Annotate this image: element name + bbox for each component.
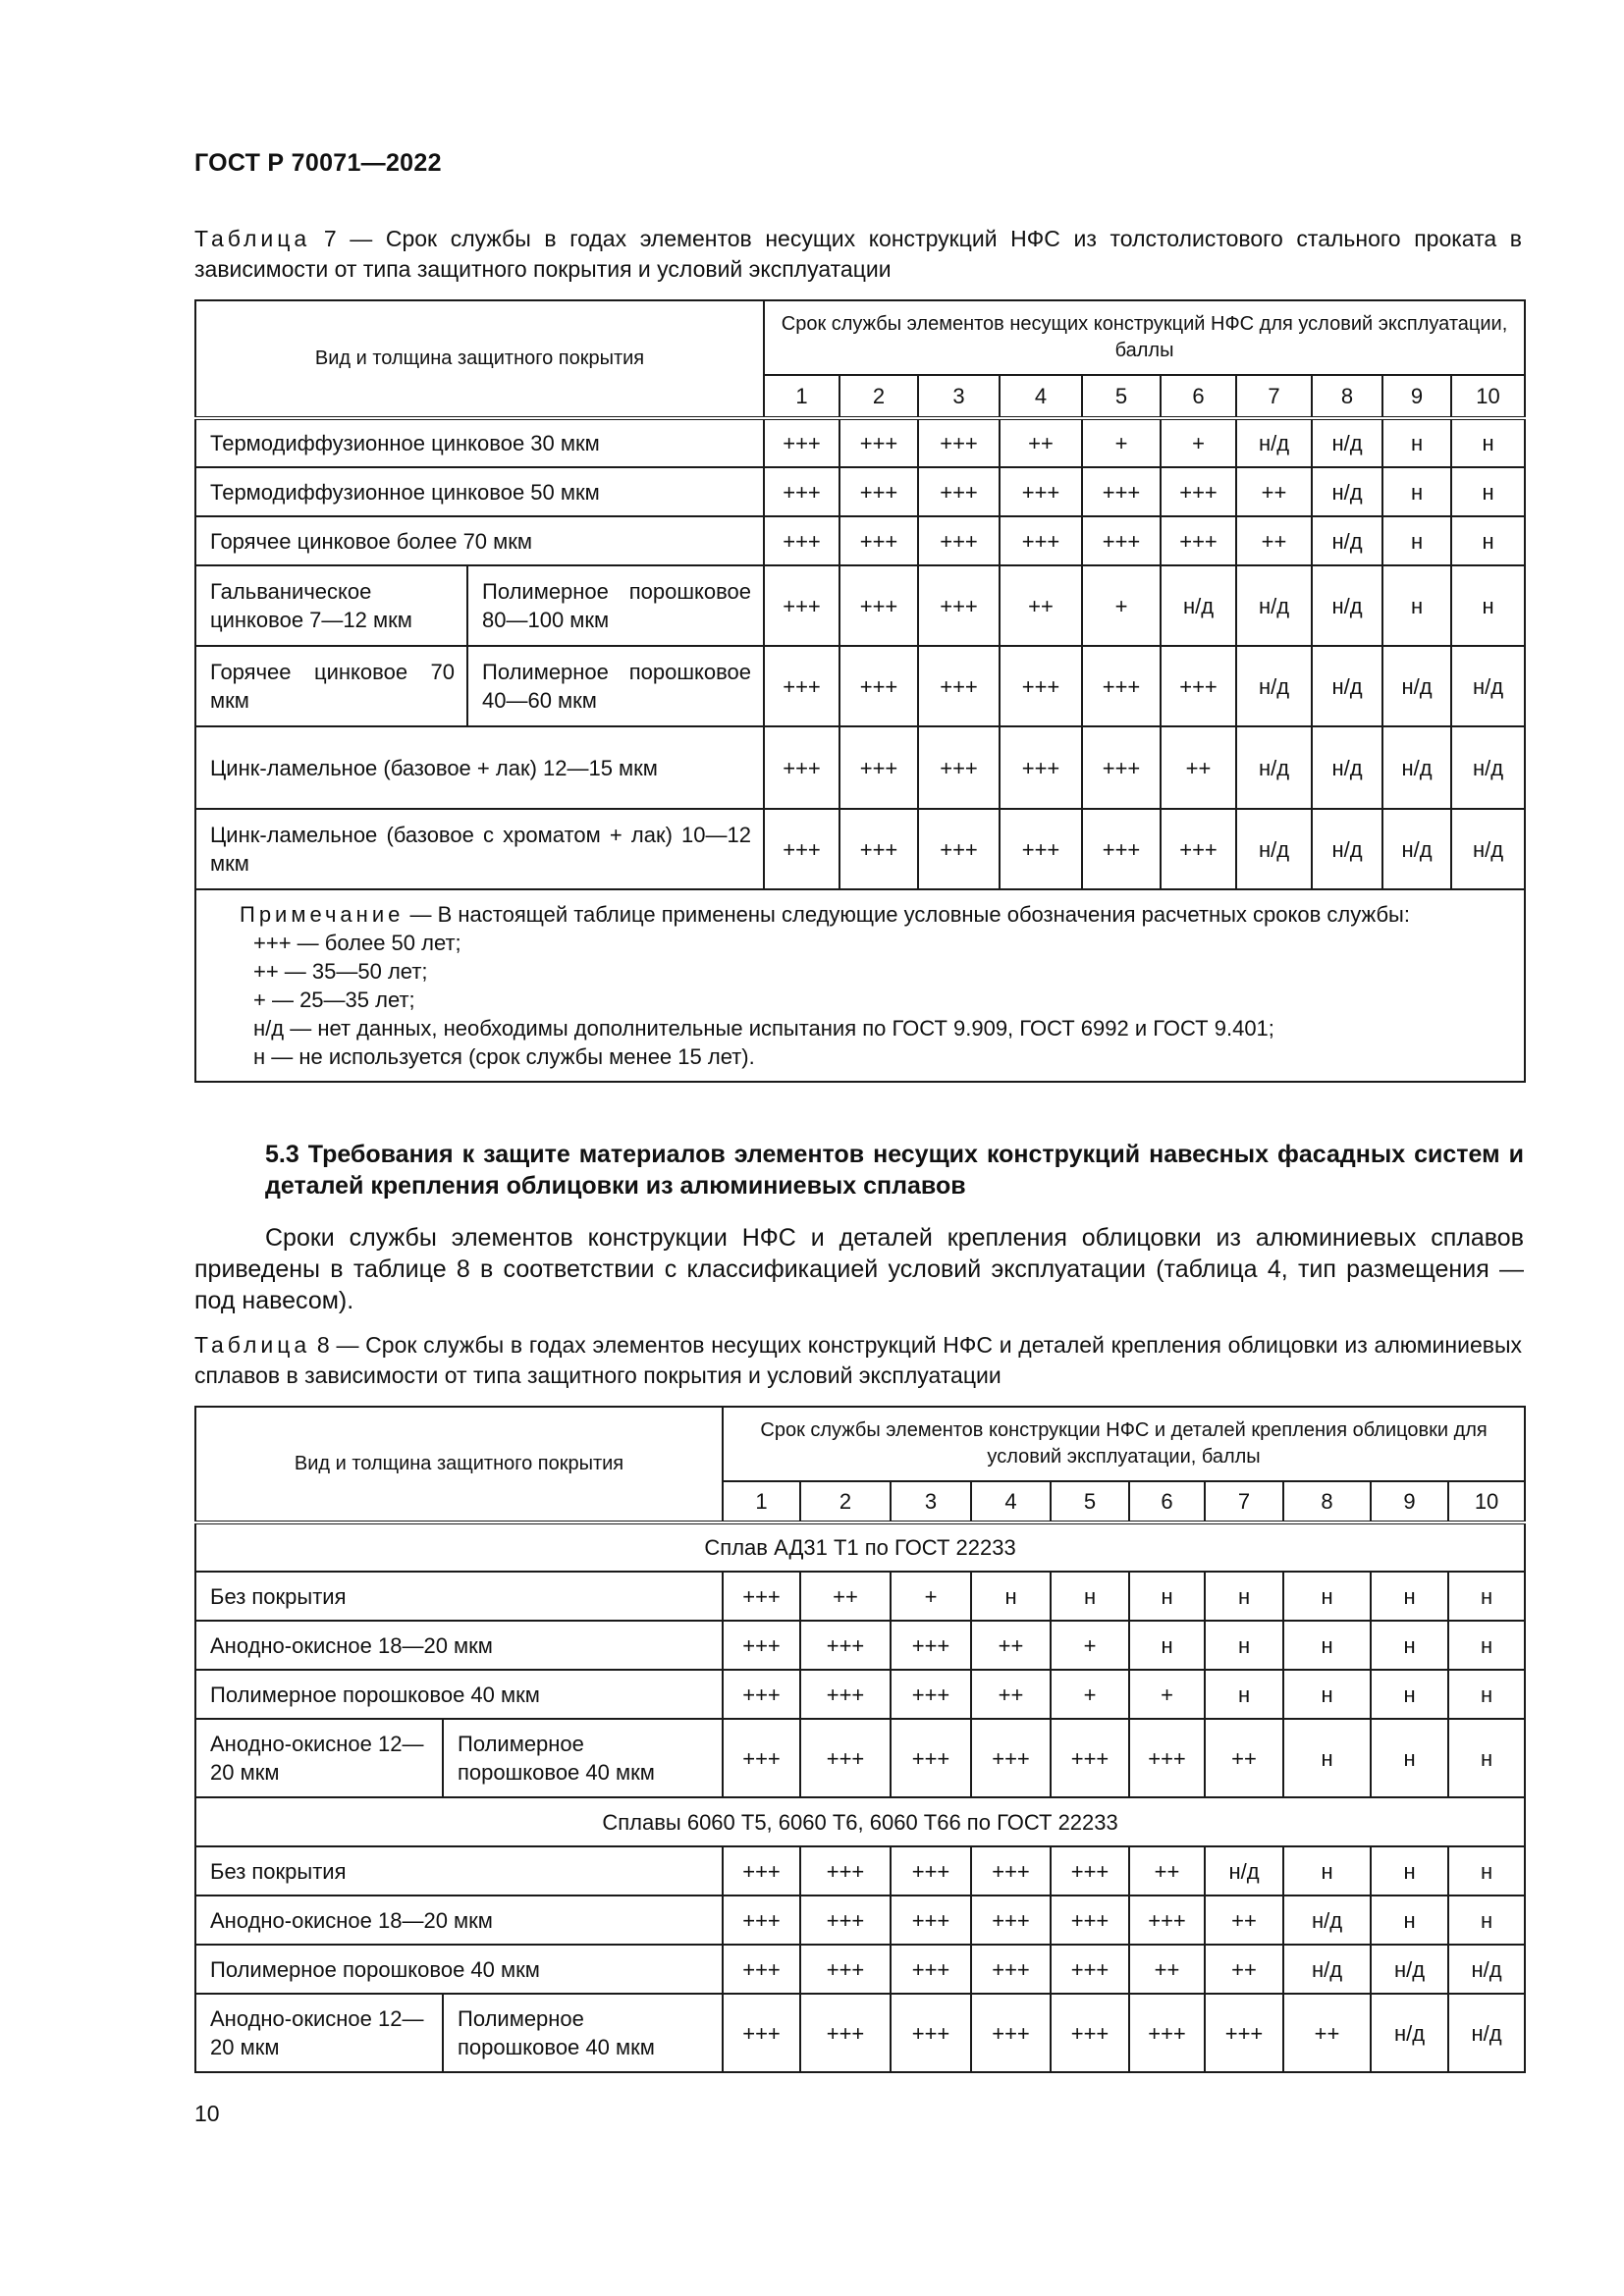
column-number: 3: [891, 1481, 971, 1522]
table-cell: +++: [891, 1621, 971, 1670]
table-cell: н/д: [1236, 418, 1312, 467]
table-cell: н: [1448, 1572, 1525, 1621]
column-number: 8: [1312, 375, 1382, 418]
document-code-header: ГОСТ Р 70071—2022: [194, 149, 442, 177]
table-row: [195, 1896, 1525, 1945]
table-cell: +++: [971, 1719, 1051, 1797]
note-intro-text: — В настоящей таблице применены следующие условные обозначения расчетных сроков службы:: [409, 902, 1410, 927]
table-cell: +: [891, 1572, 971, 1621]
table-cell: +++: [918, 646, 1000, 726]
section-heading: 5.3 Требования к защите материалов элементов несущих конструкций навесных фасадных систем и деталей крепления облицовки из алюминиевых сплавов: [265, 1141, 1524, 1200]
table7-note: [195, 889, 1525, 1082]
note-item: + — 25—35 лет;: [253, 988, 415, 1012]
table-cell: +++: [800, 1896, 891, 1945]
table-cell: +++: [918, 418, 1000, 467]
table-cell: +++: [1161, 809, 1236, 889]
table-cell: +++: [800, 1719, 891, 1797]
table-cell: +++: [1129, 1896, 1205, 1945]
page-number: 10: [194, 2101, 220, 2126]
table-row: [195, 1572, 1525, 1621]
table-cell: н/д: [1283, 1896, 1371, 1945]
table-cell: +++: [1051, 1945, 1129, 1994]
table-cell: +: [1082, 565, 1161, 646]
table-cell: н/д: [1448, 1994, 1525, 2072]
table-cell: н/д: [1451, 646, 1525, 726]
table8-group-row: [195, 1522, 1525, 1572]
table-cell: ++: [1129, 1846, 1205, 1896]
table-cell: н: [1051, 1572, 1129, 1621]
table-cell: +++: [1000, 646, 1082, 726]
table-cell: +++: [723, 1621, 800, 1670]
table-cell: ++: [800, 1572, 891, 1621]
table-cell: н/д: [1161, 565, 1236, 646]
table7-caption: [194, 224, 1522, 285]
table-cell: +++: [723, 1572, 800, 1621]
table-cell: +++: [918, 516, 1000, 565]
column-number: 5: [1082, 375, 1161, 418]
table-cell: н/д: [1382, 646, 1451, 726]
table-cell: +++: [1051, 1994, 1129, 2072]
table-row: [195, 726, 1525, 809]
table-cell: н: [1205, 1621, 1283, 1670]
note-item: н — не используется (срок службы менее 15 лет).: [253, 1044, 755, 1069]
table-cell: +++: [764, 809, 839, 889]
row-label: Без покрытия: [195, 1846, 723, 1896]
table-cell: н/д: [1283, 1945, 1371, 1994]
table-cell: н: [1283, 1621, 1371, 1670]
table-row: [195, 467, 1525, 516]
table-cell: +++: [723, 1896, 800, 1945]
table-cell: н: [1371, 1846, 1448, 1896]
table-cell: +++: [800, 1621, 891, 1670]
table-cell: ++: [971, 1621, 1051, 1670]
column-number: 9: [1371, 1481, 1448, 1522]
table-cell: н/д: [1312, 726, 1382, 809]
table-cell: н: [1371, 1719, 1448, 1797]
column-number: 6: [1129, 1481, 1205, 1522]
table-cell: н: [1382, 467, 1451, 516]
row-label: Полимерное порошковое 40 мкм: [195, 1670, 723, 1719]
table-cell: +++: [891, 1719, 971, 1797]
alloy-group-title: Сплав АД31 Т1 по ГОСТ 22233: [195, 1522, 1525, 1572]
table-cell: +++: [971, 1994, 1051, 2072]
column-number: 9: [1382, 375, 1451, 418]
section-paragraph: Сроки службы элементов конструкции НФС и деталей крепления облицовки из алюминиевых сплавов приведены в таблице 8 в соответствии с классификацией условий эксплуатации (таблица 4, тип размещения — под навесом).: [194, 1224, 1524, 1314]
table-cell: ++: [1000, 565, 1082, 646]
table-cell: +++: [723, 1945, 800, 1994]
table-cell: н/д: [1312, 467, 1382, 516]
table-cell: +++: [800, 1945, 891, 1994]
table-row: [195, 1846, 1525, 1896]
column-number: 8: [1283, 1481, 1371, 1522]
table-cell: н: [1451, 418, 1525, 467]
table7-caption-label: Таблица: [194, 226, 311, 251]
table-cell: +++: [1129, 1719, 1205, 1797]
alloy-group-title: Сплавы 6060 Т5, 6060 Т6, 6060 Т66 по ГОСТ 22233: [195, 1797, 1525, 1846]
table-cell: н: [1451, 565, 1525, 646]
table-cell: н: [1283, 1572, 1371, 1621]
table-cell: н: [1283, 1846, 1371, 1896]
table-cell: н: [1448, 1846, 1525, 1896]
table-row: [195, 565, 1525, 646]
note-label: Примечание: [240, 902, 405, 927]
table-cell: ++: [1161, 726, 1236, 809]
table-cell: +++: [971, 1846, 1051, 1896]
table-cell: +++: [764, 516, 839, 565]
table-cell: +++: [764, 726, 839, 809]
table-cell: н: [1448, 1719, 1525, 1797]
table-cell: н: [1205, 1572, 1283, 1621]
table-cell: +: [1051, 1670, 1129, 1719]
table8-caption: [194, 1330, 1522, 1391]
table-cell: н: [1371, 1621, 1448, 1670]
column-number: 7: [1236, 375, 1312, 418]
table-cell: +++: [800, 1846, 891, 1896]
table-cell: +++: [764, 565, 839, 646]
row-label: Полимерное порошковое 40 мкм: [195, 1945, 723, 1994]
table-cell: +++: [839, 516, 918, 565]
table-cell: н: [1451, 467, 1525, 516]
table-cell: +++: [764, 646, 839, 726]
table-cell: н: [1382, 516, 1451, 565]
note-item: ++ — 35—50 лет;: [253, 959, 428, 984]
table-cell: н/д: [1371, 1994, 1448, 2072]
row-label: Термодиффузионное цинковое 50 мкм: [195, 467, 764, 516]
table-cell: н/д: [1236, 565, 1312, 646]
table-cell: +++: [764, 418, 839, 467]
table-cell: +: [1082, 418, 1161, 467]
table-cell: н: [1129, 1572, 1205, 1621]
row-label: Без покрытия: [195, 1572, 723, 1621]
table-cell: н/д: [1312, 516, 1382, 565]
table-cell: +++: [1161, 516, 1236, 565]
note-item: +++ — более 50 лет;: [253, 931, 461, 955]
table-cell: +++: [918, 726, 1000, 809]
table-cell: н: [971, 1572, 1051, 1621]
table-cell: +++: [918, 467, 1000, 516]
table-cell: н/д: [1236, 809, 1312, 889]
table-cell: +++: [800, 1994, 891, 2072]
table-cell: +++: [839, 467, 918, 516]
table-cell: н/д: [1312, 809, 1382, 889]
table-row: [195, 1621, 1525, 1670]
table-cell: н/д: [1312, 418, 1382, 467]
table-cell: н: [1448, 1621, 1525, 1670]
table-cell: ++: [1205, 1896, 1283, 1945]
table-cell: н: [1382, 565, 1451, 646]
table-cell: +++: [723, 1846, 800, 1896]
table-cell: +++: [723, 1719, 800, 1797]
table-cell: н/д: [1448, 1945, 1525, 1994]
table-cell: ++: [1236, 516, 1312, 565]
table-cell: +++: [1082, 726, 1161, 809]
table-row: [195, 646, 1525, 726]
table-cell: н: [1283, 1719, 1371, 1797]
table-cell: н: [1371, 1670, 1448, 1719]
table-row: [195, 516, 1525, 565]
table-cell: +++: [723, 1994, 800, 2072]
table7-header-coating: Вид и толщина защитного покрытия: [195, 300, 764, 418]
table-cell: +++: [1051, 1719, 1129, 1797]
row-label: Цинк-ламельное (базовое + лак) 12—15 мкм: [195, 726, 764, 809]
column-number: 1: [764, 375, 839, 418]
table8: [194, 1406, 1526, 2073]
table-cell: +++: [891, 1670, 971, 1719]
table8-group-row: [195, 1797, 1525, 1846]
table-cell: ++: [1283, 1994, 1371, 2072]
table-cell: н/д: [1451, 726, 1525, 809]
table-cell: +++: [1000, 726, 1082, 809]
table-cell: +++: [1000, 516, 1082, 565]
row-label: Анодно-окисное 18—20 мкм: [195, 1621, 723, 1670]
table7: [194, 299, 1526, 1083]
column-number: 1: [723, 1481, 800, 1522]
row-label-secondary: Полимерное порошковое 40 мкм: [443, 1719, 723, 1797]
table7-note-row: [195, 889, 1525, 1082]
table8-header-coating: Вид и толщина защитного покрытия: [195, 1407, 723, 1522]
column-number: 4: [971, 1481, 1051, 1522]
table-row: [195, 418, 1525, 467]
table-cell: +++: [1051, 1896, 1129, 1945]
note-intro: [210, 900, 1510, 929]
table-cell: н/д: [1312, 646, 1382, 726]
note-item: н/д — нет данных, необходимы дополнительные испытания по ГОСТ 9.909, ГОСТ 6992 и ГОСТ 9.401;: [253, 1016, 1274, 1041]
table-cell: н/д: [1451, 809, 1525, 889]
table-cell: +++: [1161, 646, 1236, 726]
table8-caption-label: Таблица: [194, 1332, 311, 1358]
table-cell: ++: [1236, 467, 1312, 516]
table-cell: н/д: [1382, 809, 1451, 889]
column-number: 6: [1161, 375, 1236, 418]
table-cell: н/д: [1205, 1846, 1283, 1896]
table-row: [195, 1945, 1525, 1994]
column-number: 3: [918, 375, 1000, 418]
table-cell: +++: [723, 1670, 800, 1719]
table-cell: н: [1371, 1896, 1448, 1945]
row-label-secondary: Полимерное порошковое 80—100 мкм: [467, 565, 764, 646]
table-cell: +++: [764, 467, 839, 516]
table-cell: +: [1161, 418, 1236, 467]
table-row: [195, 1994, 1525, 2072]
table-cell: н: [1382, 418, 1451, 467]
table7-header-service-life: Срок службы элементов несущих конструкций НФС для условий эксплуатации, баллы: [764, 300, 1525, 375]
table-cell: н: [1371, 1572, 1448, 1621]
table-cell: ++: [1205, 1945, 1283, 1994]
column-number: 10: [1448, 1481, 1525, 1522]
table-cell: +++: [918, 809, 1000, 889]
table-cell: +++: [918, 565, 1000, 646]
table-cell: +++: [1161, 467, 1236, 516]
table-cell: н/д: [1371, 1945, 1448, 1994]
table-cell: н: [1448, 1670, 1525, 1719]
row-label-secondary: Полимерное порошковое 40—60 мкм: [467, 646, 764, 726]
table-cell: +++: [839, 418, 918, 467]
table-cell: ++: [1205, 1719, 1283, 1797]
table-cell: +++: [971, 1896, 1051, 1945]
table-cell: +++: [839, 809, 918, 889]
table-cell: н: [1283, 1670, 1371, 1719]
table-cell: н: [1129, 1621, 1205, 1670]
table-cell: +++: [839, 565, 918, 646]
table-cell: +++: [1129, 1994, 1205, 2072]
table-cell: +++: [1000, 809, 1082, 889]
table-cell: +++: [1000, 467, 1082, 516]
table-cell: ++: [1129, 1945, 1205, 1994]
table-cell: н/д: [1236, 726, 1312, 809]
column-number: 10: [1451, 375, 1525, 418]
column-number: 2: [800, 1481, 891, 1522]
table-cell: +: [1129, 1670, 1205, 1719]
row-label: Анодно-окисное 18—20 мкм: [195, 1896, 723, 1945]
table-cell: +++: [971, 1945, 1051, 1994]
table-cell: +++: [1082, 467, 1161, 516]
column-number: 4: [1000, 375, 1082, 418]
table-cell: +++: [1082, 516, 1161, 565]
table7-caption-text: 7 — Срок службы в годах элементов несущих конструкций НФС из толстолистового стального проката в зависимости от типа защитного покрытия и условий эксплуатации: [194, 226, 1522, 282]
table-cell: ++: [971, 1670, 1051, 1719]
row-label: Цинк-ламельное (базовое с хроматом + лак) 10—12 мкм: [195, 809, 764, 889]
table-cell: н: [1451, 516, 1525, 565]
table-cell: ++: [1000, 418, 1082, 467]
row-label-primary: Гальваническое цинковое 7—12 мкм: [195, 565, 467, 646]
table-row: [195, 1670, 1525, 1719]
table-cell: +++: [1082, 646, 1161, 726]
table-cell: +++: [839, 646, 918, 726]
table-cell: +++: [1205, 1994, 1283, 2072]
table-cell: +++: [800, 1670, 891, 1719]
table-cell: +++: [1082, 809, 1161, 889]
table-cell: н: [1205, 1670, 1283, 1719]
table-cell: н/д: [1312, 565, 1382, 646]
table-cell: н/д: [1382, 726, 1451, 809]
row-label: Термодиффузионное цинковое 30 мкм: [195, 418, 764, 467]
table-row: [195, 1719, 1525, 1797]
table-cell: н: [1448, 1896, 1525, 1945]
row-label-primary: Горячее цинковое 70 мкм: [195, 646, 467, 726]
table-cell: +: [1051, 1621, 1129, 1670]
table-cell: +++: [891, 1896, 971, 1945]
table-cell: +++: [839, 726, 918, 809]
table8-header-service-life: Срок службы элементов конструкции НФС и деталей крепления облицовки для условий эксплуатации, баллы: [723, 1407, 1525, 1481]
row-label-secondary: Полимерное порошковое 40 мкм: [443, 1994, 723, 2072]
row-label-primary: Анодно-окисное 12—20 мкм: [195, 1719, 443, 1797]
table8-caption-text: 8 — Срок службы в годах элементов несущих конструкций НФС и деталей крепления облицовки из алюминиевых сплавов в зависимости от типа защитного покрытия и условий эксплуатации: [194, 1332, 1522, 1388]
row-label-primary: Анодно-окисное 12—20 мкм: [195, 1994, 443, 2072]
table-cell: н/д: [1236, 646, 1312, 726]
table-cell: +++: [891, 1945, 971, 1994]
table-cell: +++: [891, 1846, 971, 1896]
table-row: [195, 809, 1525, 889]
table-cell: +++: [891, 1994, 971, 2072]
column-number: 7: [1205, 1481, 1283, 1522]
column-number: 5: [1051, 1481, 1129, 1522]
table-cell: +++: [1051, 1846, 1129, 1896]
column-number: 2: [839, 375, 918, 418]
row-label: Горячее цинковое более 70 мкм: [195, 516, 764, 565]
